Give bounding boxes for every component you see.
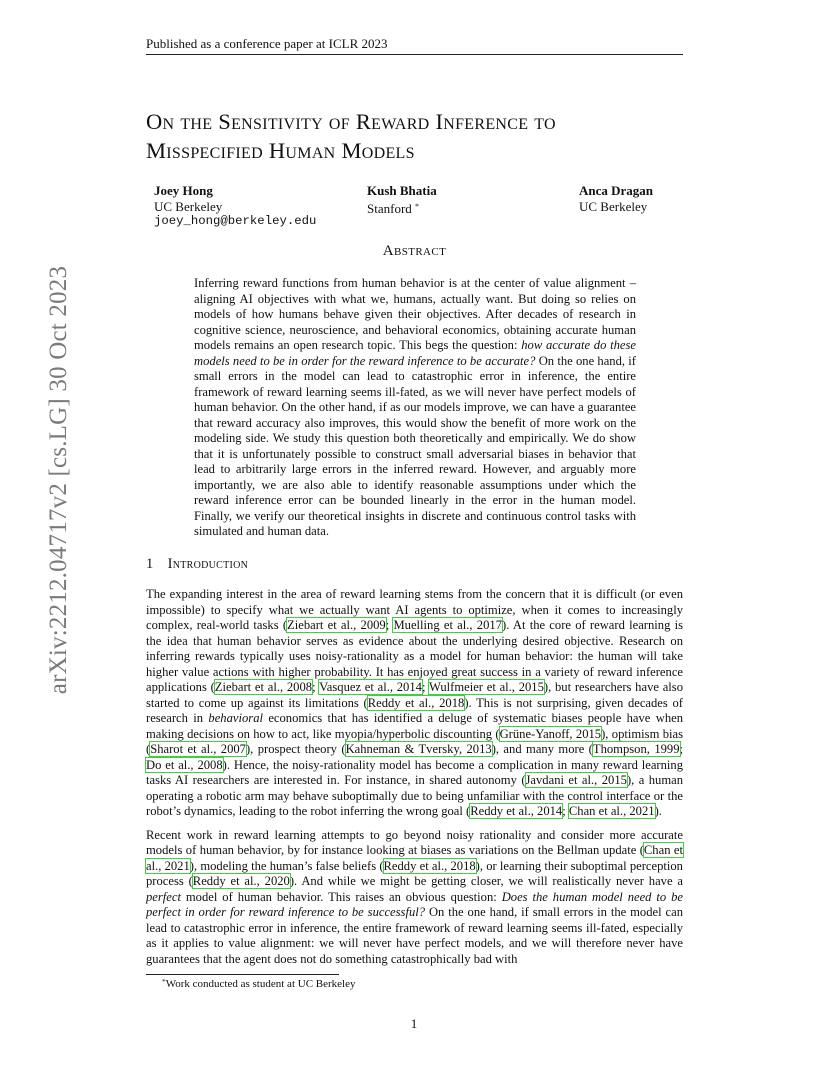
- emphasis: behavioral: [208, 711, 263, 725]
- title-line-2: Misspecified Human Models: [146, 138, 415, 163]
- text-run: ). Hence, the noisy-rationality model has become a complication in many reward learning tasks AI researchers are interested in. For instance, in shared autonomy (: [146, 757, 683, 787]
- author-1: [154, 183, 316, 230]
- text-run: ), and many more (: [491, 742, 593, 756]
- citation-link[interactable]: Muelling et al., 2017: [393, 618, 502, 632]
- citation-link[interactable]: Vasquez et al., 2014: [319, 680, 422, 694]
- citation-link[interactable]: Chan et al., 2021: [146, 843, 683, 873]
- author-name: Joey Hong: [154, 183, 213, 198]
- text-run: ;: [562, 804, 569, 818]
- paragraph: [146, 587, 683, 820]
- citation-link[interactable]: Javdani et al., 2015: [525, 773, 627, 787]
- text-run: ;: [385, 618, 394, 632]
- author-affiliation: UC Berkeley: [154, 198, 223, 214]
- footnote-marker[interactable]: *: [415, 201, 420, 211]
- text-run: ), prospect theory (: [245, 742, 346, 756]
- text-run: The expanding interest in the area of reward learning stems from the concern that it is difficult (or even impossible) to specify what we actually want AI agents to optimize, when it comes to increasingly complex, real-world tasks (: [146, 587, 683, 632]
- text-run: ).: [654, 804, 662, 818]
- abstract-text: Inferring reward functions from human behavior is at the center of value alignment – aligning AI objectives with what we, humans, actually want. But doing so relies on models of how humans behave given their objectives. After decades of research in cognitive science, neuroscience, and behavioral economics, obtaining accurate human models remains an open research topic. This begs the question:: [194, 276, 636, 352]
- author-name: Kush Bhatia: [367, 183, 437, 198]
- text-run: ), modeling the human’s false beliefs (: [189, 858, 384, 873]
- citation-link[interactable]: Thompson, 1999: [592, 742, 680, 756]
- arxiv-id-text: arXiv:2212.04717v2 [cs.LG] 30 Oct 2023: [45, 265, 72, 695]
- text-run: ), a human operating a robotic arm may behave suboptimally due to being unfamiliar with the control interface or the robot’s dynamics, leading to the robot inferring the wrong goal (: [146, 773, 683, 818]
- citation-link[interactable]: Reddy et al., 2020: [192, 874, 290, 888]
- section-title: Introduction: [167, 556, 249, 572]
- page-number: 1: [410, 1016, 418, 1031]
- author-name: Anca Dragan: [579, 183, 654, 198]
- footnote-mark: *: [162, 977, 166, 986]
- abstract-question: how accurate do these models need to be in order for the reward inference to be accurate?: [194, 338, 637, 368]
- citation-link[interactable]: Reddy et al., 2014: [470, 804, 563, 818]
- author-affiliation: UC Berkeley: [579, 198, 648, 214]
- text-run: ;: [421, 680, 429, 694]
- author-affiliation-line: [367, 199, 437, 217]
- text-run: On the one hand, if small errors in the model can lead to catastrophic error in inference, the entire framework of reward learning seems ill-fated, especially as it applies to value alignment: we will never have perfect models, and we will therefore never have guarantees that the agent does not do something catastrophically bad with: [146, 905, 683, 966]
- paper-title: [146, 107, 686, 165]
- citation-link[interactable]: Grüne-Yanoff, 2015: [499, 726, 602, 741]
- text-run: ;: [312, 680, 320, 694]
- author-2: [367, 183, 437, 216]
- abstract-body: [194, 276, 636, 540]
- citation-link[interactable]: Sharot et al., 2007: [150, 742, 246, 756]
- author-3: [579, 183, 653, 214]
- citation-link[interactable]: Wulfmeier et al., 2015: [428, 680, 544, 694]
- author-email[interactable]: joey_hong@berkeley.edu: [154, 214, 317, 228]
- citation-link[interactable]: Do et al., 2008: [146, 757, 223, 772]
- text-run: model of human behavior. This raises an obvious question:: [180, 889, 502, 904]
- citation-link[interactable]: Ziebart et al., 2009: [287, 618, 386, 632]
- citation-link[interactable]: Kahneman & Tversky, 2013: [345, 742, 492, 756]
- emphasis: Does the human model need to be perfect in order for reward inference to be successful?: [146, 889, 683, 919]
- text-run: economics that has identified a deluge of systematic biases people have when making decisions on how to act, like myopia/hyperbolic discounting (: [146, 711, 683, 741]
- citation-link[interactable]: Chan et al., 2021: [568, 804, 655, 818]
- emphasis: perfect: [146, 889, 181, 904]
- header-rule: [146, 54, 683, 55]
- text-run: ;: [679, 742, 684, 756]
- introduction-body: [146, 587, 683, 975]
- text-run: ), but researchers have also started to come up against its limitations (: [146, 680, 683, 710]
- footnote-rule: [146, 974, 339, 975]
- text-run: ), optimism bias (: [146, 726, 683, 756]
- text-run: ). This is not surprising, given decades of research in: [146, 695, 683, 725]
- running-header: Published as a conference paper at ICLR 2023: [146, 36, 388, 51]
- citation-link[interactable]: Ziebart et al., 2008: [214, 680, 313, 694]
- citation-link[interactable]: Reddy et al., 2018: [367, 695, 465, 710]
- paragraph: [146, 828, 683, 968]
- footnote-text: Work conducted as student at UC Berkeley: [165, 978, 356, 990]
- text-run: ). And while we might be getting closer, we will realistically never have a: [289, 874, 683, 888]
- footnote: [162, 977, 355, 990]
- abstract-text: On the one hand, if small errors in the model can lead to catastrophic error in inference, the entire framework of reward learning seems ill-fated, as we will never have perfect models of human behavior. On the other hand, if as our models improve, we can have a guarantee that reward accuracy also improves, this would show the benefit of more work on the modeling side. We study this question both theoretically and empirically. We do show that it is unfortunately possible to construct small adversarial biases in behavior that lead to arbitrarily large errors in the inferred reward. However, and arguably more importantly, we are also able to identify reasonable assumptions under which the reward inference error can be bounded linearly in the error in the human model. Finally, we verify our theoretical insights in discrete and continuous control tasks with simulated and human data.: [194, 353, 636, 538]
- author-affiliation: Stanford: [367, 200, 412, 216]
- title-line-1: On the Sensitivity of Reward Inference to: [146, 109, 556, 134]
- section-heading: [146, 556, 248, 573]
- text-run: ), or learning their suboptimal perception process (: [146, 858, 683, 888]
- citation-link[interactable]: Reddy et al., 2018: [383, 858, 476, 873]
- section-number: 1: [146, 556, 154, 572]
- arxiv-side-identifier: [43, 265, 75, 695]
- abstract-heading: Abstract: [382, 243, 447, 259]
- text-run: ). At the core of reward learning is the idea that human behavior serves as evidence about the underlying desired objective. Research on inferring rewards typically uses noisy-rationality as a model for human behavior: the human will take higher value actions with higher probability. It has enjoyed great success in a variety of reward inference applications (: [146, 618, 683, 694]
- text-run: Recent work in reward learning attempts to go beyond noisy rationality and consider more accurate models of human behavior, by for instance looking at biases as variations on the Bellman update (: [146, 827, 683, 857]
